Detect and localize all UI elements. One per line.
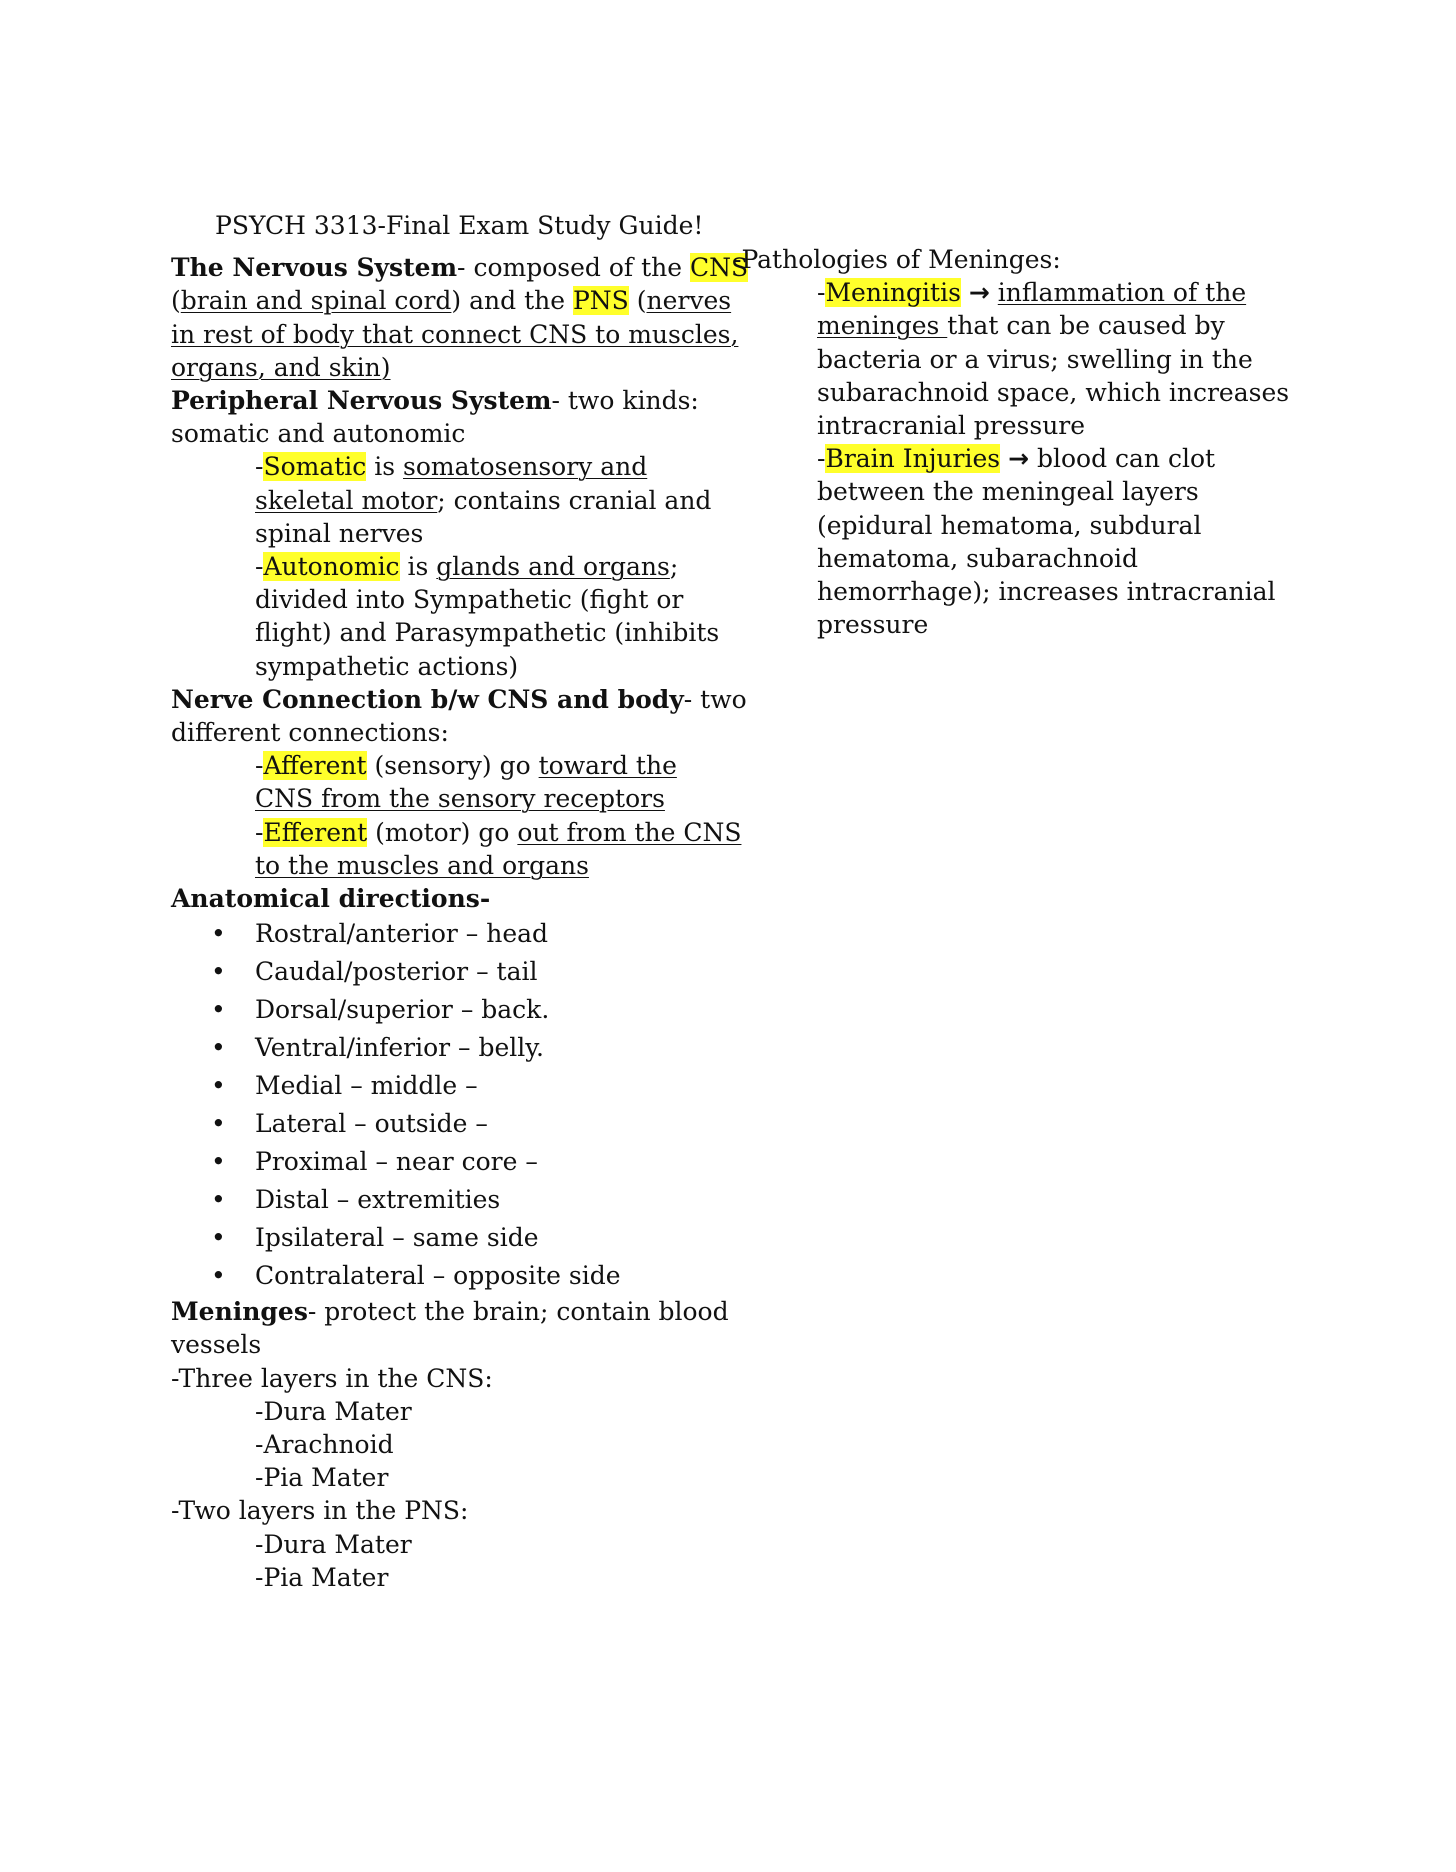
meningitis-line-1: -Meningitis → inflammation of the bbox=[817, 278, 1247, 308]
nerve-connection-heading: Nerve Connection b/w CNS and body bbox=[171, 684, 684, 714]
bullet-icon: • bbox=[211, 1223, 226, 1253]
list-item: • Proximal – near core – bbox=[171, 1143, 731, 1181]
anatomical-directions-heading: Anatomical directions- bbox=[171, 884, 491, 914]
cns-highlight: CNS bbox=[689, 253, 749, 283]
meninges-line-2: vessels bbox=[171, 1330, 262, 1360]
nervous-system-line-1: The Nervous System- composed of the CNS bbox=[171, 253, 749, 283]
list-item: • Distal – extremities bbox=[171, 1181, 731, 1219]
pns-line-1: Peripheral Nervous System- two kinds: bbox=[171, 386, 699, 416]
brain-injuries-line-4: hematoma, subarachnoid bbox=[817, 543, 1139, 573]
autonomic-line-2: divided into Sympathetic (fight or bbox=[255, 585, 684, 615]
somatic-line-2: skeletal motor; contains cranial and bbox=[255, 485, 712, 515]
efferent-highlight: Efferent bbox=[263, 817, 368, 847]
pathologies-heading: -Pathologies of Meninges: bbox=[733, 245, 1061, 274]
cns-layers-label: -Three layers in the CNS: bbox=[171, 1363, 493, 1393]
arrow-right-icon: → bbox=[1008, 444, 1030, 474]
brain-injuries-line-3: (epidural hematoma, subdural bbox=[817, 510, 1202, 540]
bullet-icon: • bbox=[211, 1109, 226, 1139]
brain-injuries-highlight: Brain Injuries bbox=[825, 444, 1001, 474]
pns-line-2: somatic and autonomic bbox=[171, 419, 466, 449]
nervous-system-heading: The Nervous System bbox=[171, 253, 458, 283]
list-item: -Dura Mater bbox=[255, 1396, 412, 1426]
list-item: -Dura Mater bbox=[255, 1529, 412, 1559]
meningitis-line-2: meninges that can be caused by bbox=[817, 311, 1225, 341]
page-title: PSYCH 3313-Final Exam Study Guide! bbox=[215, 211, 704, 240]
list-item: -Pia Mater bbox=[255, 1562, 389, 1592]
somatic-line-1: -Somatic is somatosensory and bbox=[255, 452, 648, 482]
list-item: • Lateral – outside – bbox=[171, 1105, 731, 1143]
bullet-icon: • bbox=[211, 1071, 226, 1101]
autonomic-highlight: Autonomic bbox=[263, 552, 400, 582]
list-item: -Pia Mater bbox=[255, 1463, 389, 1493]
left-column bbox=[171, 209, 749, 1594]
brain-injuries-line-1: -Brain Injuries → blood can clot bbox=[817, 444, 1216, 474]
list-item: • Dorsal/superior – back. bbox=[171, 991, 731, 1029]
nerve-connection-line-2: different connections: bbox=[171, 718, 449, 748]
bullet-icon: • bbox=[211, 1261, 226, 1291]
meninges-heading: Meninges bbox=[171, 1297, 308, 1327]
brain-injuries-line-2: between the meningeal layers bbox=[817, 477, 1199, 507]
brain-injuries-line-6: pressure bbox=[817, 610, 929, 640]
list-item: • Medial – middle – bbox=[171, 1067, 731, 1105]
pns-layers-label: -Two layers in the PNS: bbox=[171, 1496, 469, 1526]
nervous-system-line-2: (brain and spinal cord) and the PNS (nerves bbox=[171, 286, 732, 316]
meningitis-line-4: subarachnoid space, which increases bbox=[817, 377, 1290, 407]
list-item: • Caudal/posterior – tail bbox=[171, 953, 731, 991]
nervous-system-line-4: organs, and skin) bbox=[171, 352, 391, 382]
anatomical-directions-list bbox=[171, 915, 731, 1295]
afferent-line-2: CNS from the sensory receptors bbox=[255, 784, 665, 814]
bullet-icon: • bbox=[211, 957, 226, 987]
list-item: • Ventral/inferior – belly. bbox=[171, 1029, 731, 1067]
efferent-line-1: -Efferent (motor) go out from the CNS bbox=[255, 817, 742, 847]
brain-injuries-line-5: hemorrhage); increases intracranial bbox=[817, 577, 1276, 607]
nervous-system-line-3: in rest of body that connect CNS to muscles, bbox=[171, 319, 739, 349]
arrow-right-icon: → bbox=[968, 278, 990, 308]
meninges-line-1: Meninges- protect the brain; contain blood bbox=[171, 1297, 729, 1327]
somatic-highlight: Somatic bbox=[263, 452, 367, 482]
pns-heading: Peripheral Nervous System bbox=[171, 386, 552, 416]
meningitis-line-5: intracranial pressure bbox=[817, 411, 1086, 441]
bullet-icon: • bbox=[211, 1185, 226, 1215]
list-item: • Contralateral – opposite side bbox=[171, 1257, 731, 1295]
somatic-line-3: spinal nerves bbox=[255, 518, 424, 548]
nerve-connection-line-1: Nerve Connection b/w CNS and body- two bbox=[171, 684, 747, 714]
right-column bbox=[733, 243, 1293, 641]
bullet-icon: • bbox=[211, 919, 226, 949]
meningitis-line-3: bacteria or a virus; swelling in the bbox=[817, 344, 1253, 374]
afferent-line-1: -Afferent (sensory) go toward the bbox=[255, 751, 677, 781]
bullet-icon: • bbox=[211, 995, 226, 1025]
pns-highlight: PNS bbox=[572, 286, 629, 316]
meningitis-highlight: Meningitis bbox=[825, 278, 961, 308]
autonomic-line-4: sympathetic actions) bbox=[255, 651, 519, 681]
afferent-highlight: Afferent bbox=[263, 751, 367, 781]
autonomic-line-3: flight) and Parasympathetic (inhibits bbox=[255, 618, 720, 648]
bullet-icon: • bbox=[211, 1147, 226, 1177]
efferent-line-2: to the muscles and organs bbox=[255, 850, 589, 880]
autonomic-line-1: -Autonomic is glands and organs; bbox=[255, 552, 679, 582]
list-item: • Rostral/anterior – head bbox=[171, 915, 731, 953]
list-item: -Arachnoid bbox=[255, 1430, 394, 1460]
list-item: • Ipsilateral – same side bbox=[171, 1219, 731, 1257]
bullet-icon: • bbox=[211, 1033, 226, 1063]
